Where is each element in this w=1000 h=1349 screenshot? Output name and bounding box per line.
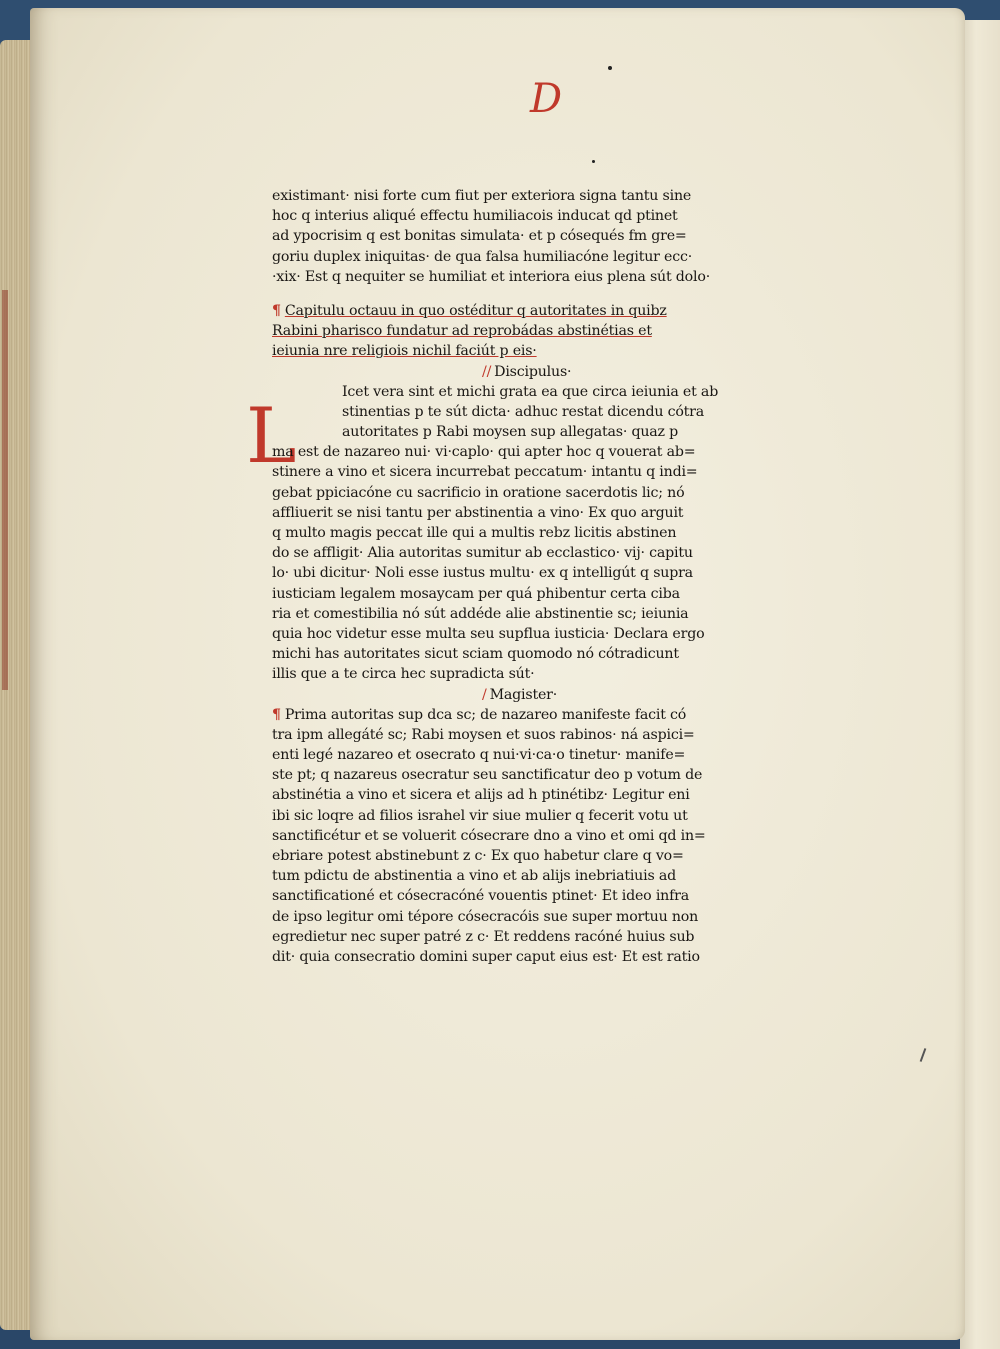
- text-line: do se affligit· Alia autoritas sumitur ab ecclastico· vij· capitu: [272, 545, 693, 562]
- text-line: tra ipm allegáté sc; Rabi moysen et suos rabinos· ná aspici=: [272, 726, 695, 743]
- spacer: [272, 287, 802, 301]
- text-line: stinentias p te sút dicta· adhuc restat dicendu cótra: [342, 403, 705, 420]
- text-line: ma est de nazareo nui· vi·caplo· qui apter hoc q vouerat ab=: [272, 444, 696, 461]
- text-line: ibi sic loqre ad filios israhel vir siue mulier q fecerit votu ut: [272, 807, 688, 824]
- speaker-heading-text: Discipulus·: [494, 363, 572, 380]
- rubric-slash-icon: /: [482, 686, 487, 703]
- speaker-heading: [272, 685, 802, 705]
- rubricated-headmark: D: [530, 76, 563, 122]
- text-line: ebriare potest abstinebunt z c· Ex quo habetur clare q vo=: [272, 848, 684, 864]
- text-line: autoritates p Rabi moysen sup allegatas· quaz p: [342, 424, 679, 441]
- text-line: gebat ppiciacóne cu sacrificio in oratione sacerdotis lic; nó: [272, 484, 685, 501]
- text-line: ·xix· Est q nequiter se humiliat et interiora eius plena sút dolo·: [272, 268, 711, 285]
- text-line: ad ypocrisim q est bonitas simulata· et p cósequés fm gre=: [272, 228, 687, 245]
- paragraph-mark-icon: ¶: [272, 302, 281, 319]
- text-line: quia hoc videtur esse multa seu supflua iusticia· Declara ergo: [272, 625, 705, 642]
- ink-dot: [608, 66, 612, 70]
- text-line: michi has autoritates sicut sciam quomodo nó cótradicunt: [272, 646, 679, 663]
- text-line: affliuerit se nisi tantu per abstinentia a vino· Ex quo arguit: [272, 504, 684, 521]
- rubric-slash-icon: //: [482, 363, 492, 380]
- text-line: egredietur nec super patré z c· Et reddens racóné huius sub: [272, 928, 695, 945]
- chapter-title-line: [272, 301, 802, 321]
- chapter-title-text: Capitulu octauu in quo ostéditur q autoritates in quibz: [284, 302, 667, 319]
- text-line: dit· quia consecratio domini super caput eius est· Et est ratio: [272, 948, 700, 965]
- next-page-strip: [960, 20, 1000, 1349]
- red-edge-stain: [2, 290, 8, 690]
- text-line: enti legé nazareo et osecrato q nui·vi·ca·o tinetur· manife=: [272, 747, 686, 764]
- text-line: sanctificationé et cósecracóné vouentis ptinet· Et ideo infra: [272, 888, 689, 905]
- text-line-content: Prima autoritas sup dca sc; de nazareo manifeste facit có: [284, 706, 687, 723]
- rubricated-initial-L: L: [246, 391, 297, 480]
- speaker-heading-text: Magister·: [489, 686, 558, 703]
- speaker-heading: [272, 362, 802, 382]
- text-line: goriu duplex iniquitas· de qua falsa humiliacóne legitur ecc·: [272, 248, 693, 265]
- text-line: lo· ubi dicitur· Noli esse iustus multu· ex q intelligút q supra: [272, 565, 693, 582]
- text-line: tum pdictu de abstinentia a vino et ab alijs inebriatiuis ad: [272, 868, 676, 885]
- text-line: illis que a te circa hec supradicta sút·: [272, 666, 535, 683]
- text-line: ria et comestibilia nó sút addéde alie abstinentie sc; ieiunia: [272, 605, 689, 622]
- text-line: hoc q interius aliqué effectu humiliacois inducat qd ptinet: [272, 208, 678, 225]
- text-line: ste pt; q nazareus osecratur seu sanctificatur deo p votum de: [272, 767, 703, 784]
- paragraph-mark-icon: ¶: [272, 706, 281, 723]
- text-line: q multo magis peccat ille qui a multis rebz licitis abstinen: [272, 525, 677, 541]
- text-line: [272, 705, 802, 725]
- text-line: existimant· nisi forte cum fiut per exteriora signa tantu sine: [272, 188, 692, 204]
- chapter-title-line: ieiunia nre religiois nichil faciút p eis·: [272, 343, 537, 360]
- margin-mark: [920, 1048, 927, 1062]
- text-column: [272, 186, 802, 967]
- text-line: iusticiam legalem mosaycam per quá phibentur certa ciba: [272, 585, 680, 602]
- text-line: abstinétia a vino et sicera et alijs ad h ptinétibz· Legitur eni: [272, 787, 690, 804]
- text-line: stinere a vino et sicera incurrebat peccatum· intantu q indi=: [272, 464, 698, 481]
- text-line: Icet vera sint et michi grata ea que circa ieiunia et ab: [342, 383, 719, 400]
- ink-dot: [592, 160, 595, 163]
- text-line: sanctificétur et se voluerit cósecrare dno a vino et omi qd in=: [272, 827, 706, 844]
- text-line: de ipso legitur omi tépore cósecracóis sue super mortuu non: [272, 908, 699, 925]
- chapter-title-line: Rabini pharisco fundatur ad reprobádas abstinétias et: [272, 323, 652, 340]
